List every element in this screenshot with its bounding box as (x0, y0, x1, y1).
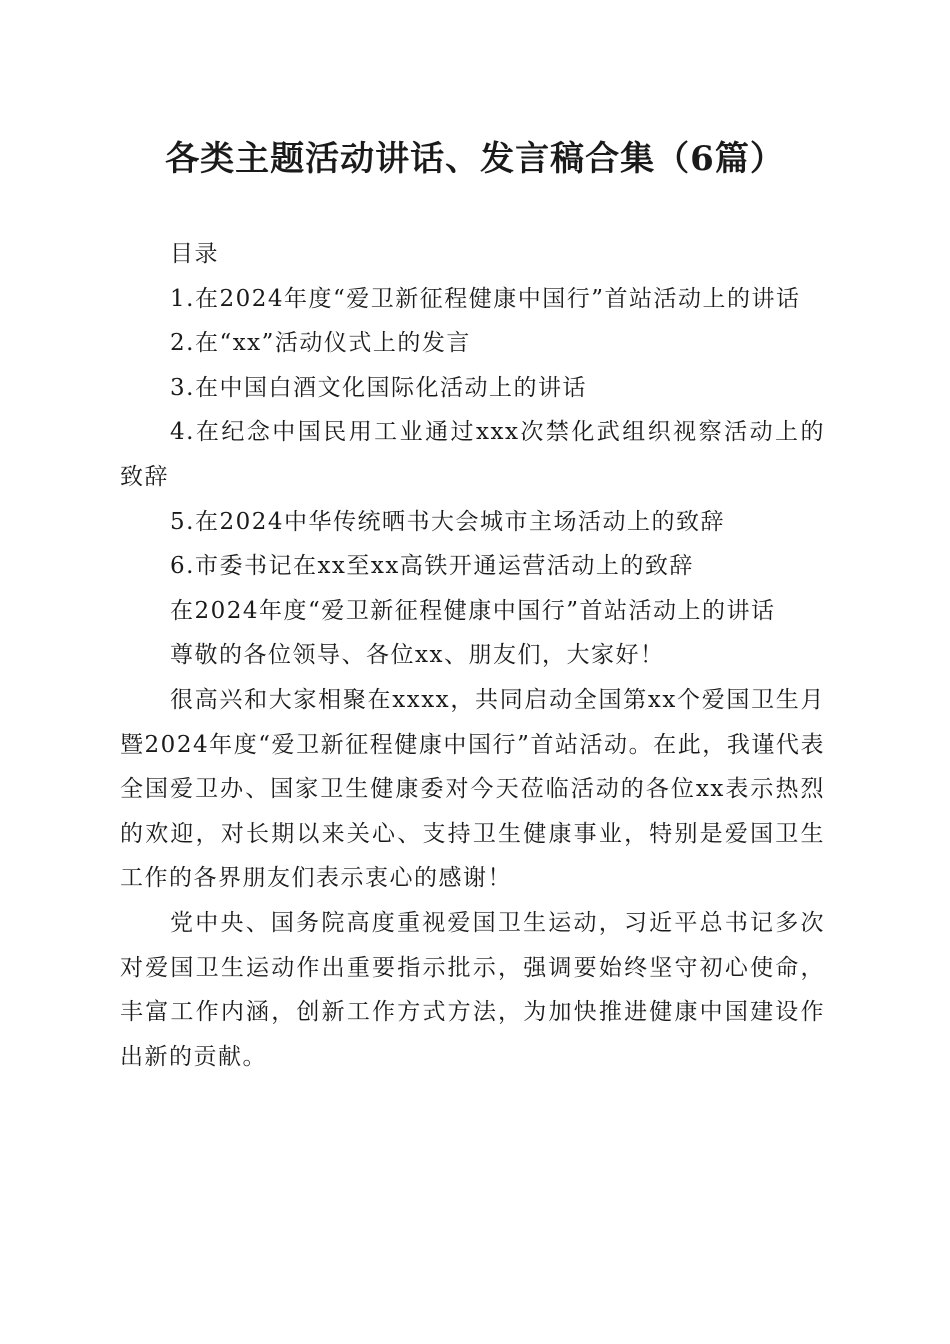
body-paragraph: 党中央、国务院高度重视爱国卫生运动，习近平总书记多次对爱国卫生运动作出重要指示批示，强调要始终坚守初心使命，丰富工作内涵，创新工作方式方法，为加快推进健康中国建设作出新的贡献。 (120, 909, 825, 1070)
toc-item: 2.在“xx”活动仪式上的发言 (170, 330, 471, 357)
toc-heading: 目录 (170, 241, 219, 267)
document-body (120, 232, 825, 1079)
greeting: 尊敬的各位领导、各位xx、朋友们，大家好！ (170, 642, 665, 669)
body-paragraph: 很高兴和大家相聚在xxxx，共同启动全国第xx个爱国卫生月暨2024年度“爱卫新征程健康中国行”首站活动。在此，我谨代表全国爱卫办、国家卫生健康委对今天莅临活动的各位xx表示热烈的欢迎，对长期以来关心、支持卫生健康事业，特别是爱国卫生工作的各界朋友们表示衷心的感谢！ (120, 686, 825, 892)
toc-item: 1.在2024年度“爱卫新征程健康中国行”首站活动上的讲话 (170, 285, 801, 312)
toc-item: 6.市委书记在xx至xx高铁开通运营活动上的致辞 (170, 553, 694, 580)
section-title: 在2024年度“爱卫新征程健康中国行”首站活动上的讲话 (170, 597, 776, 624)
toc-item: 5.在2024中华传统晒书大会城市主场活动上的致辞 (170, 508, 725, 535)
toc-item: 4.在纪念中国民用工业通过xxx次禁化武组织视察活动上的致辞 (120, 419, 825, 490)
toc-item: 3.在中国白酒文化国际化活动上的讲话 (170, 374, 587, 401)
document-title: 各类主题活动讲话、发言稿合集（6篇） (165, 139, 785, 179)
